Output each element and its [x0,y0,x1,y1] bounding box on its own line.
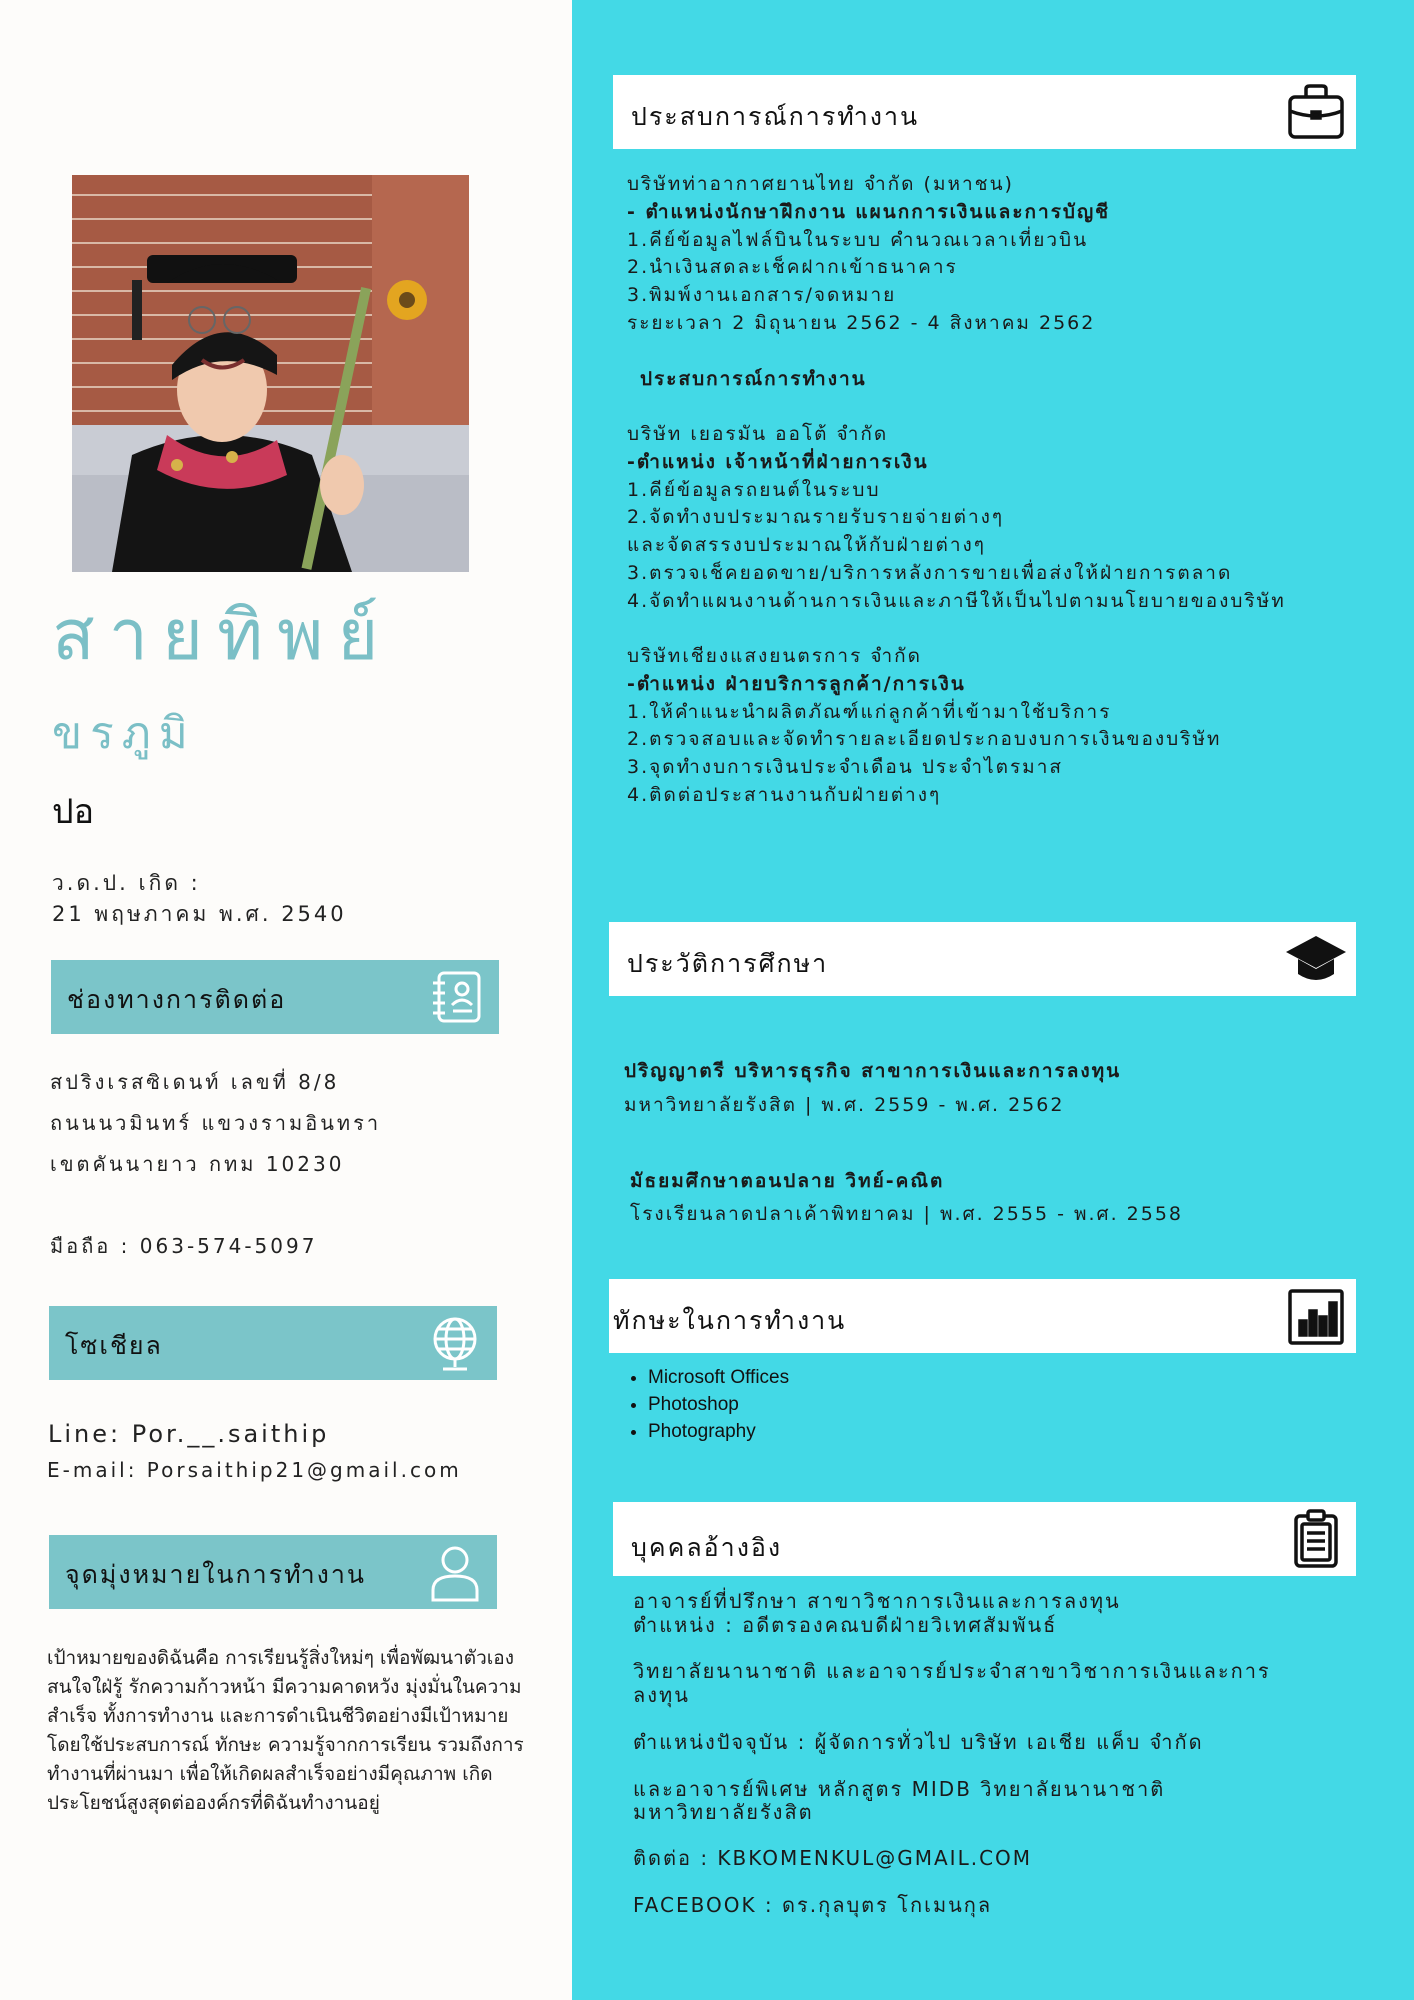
ref-line-6: และอาจารย์พิเศษ หลักสูตร MIDB วิทยาลัยนานาชาติ [633,1777,1166,1801]
job2-duty-5: 4.จัดทำแผนงานด้านการเงินและภาษีให้เป็นไปตามนโยบายของบริษัท [627,589,1286,612]
job3-block [627,643,1221,810]
job2-block [627,421,1286,616]
job3-company: บริษัทเชียงแสงยนตรการ จำกัด [627,645,922,667]
address-line-2: ถนนนวมินทร์ แขวงรามอินทรา [50,1111,382,1135]
job1-block [627,171,1110,338]
ref-line-4: ลงทุน [633,1683,690,1707]
goal-header [49,1535,497,1609]
ref-line-5: ตำแหน่งปัจจุบัน : ผู้จัดการทั่วไป บริษัท เอเชีย แค็บ จำกัด [633,1730,1204,1754]
job2-duty-4: 3.ตรวจเช็คยอดขาย/บริการหลังการขายเพื่อส่งให้ฝ่ายการตลาด [627,561,1233,584]
skill-item: • Photography [648,1418,789,1445]
dob-value: 21 พฤษภาคม พ.ศ. 2540 [52,902,347,926]
job3-duty-4: 4.ติดต่อประสานงานกับฝ่ายต่างๆ [627,783,942,806]
clipboard-icon [1284,1508,1348,1570]
contact-heading: ช่องทางการติดต่อ [67,985,287,1014]
degree-highschool: มัธยมศึกษาตอนปลาย วิทย์-คณิต [630,1170,945,1192]
last-name: ขรภูมิ [52,708,196,759]
address-book-icon [425,965,489,1029]
school-highschool: โรงเรียนลาดปลาเค้าพิทยาคม | พ.ศ. 2555 - พ.ศ. 2558 [630,1203,1184,1225]
experience-heading: ประสบการณ์การทำงาน [631,102,920,131]
bar-chart-icon [1284,1285,1348,1347]
job1-duty-1: 1.คีย์ข้อมูลไฟล์บินในระบบ คำนวณเวลาเที่ยวบิน [627,228,1089,251]
line-id: Line: Por.__.saithip [48,1420,330,1448]
ref-line-7: มหาวิทยาลัยรังสิต [633,1800,814,1824]
education-header [609,922,1356,996]
reference-header [613,1502,1356,1576]
job3-duty-1: 1.ให้คำแนะนำผลิตภัณฑ์แก่ลูกค้าที่เข้ามาใช้บริการ [627,700,1112,723]
job3-position: -ตำแหน่ง ฝ่ายบริการลูกค้า/การเงิน [627,672,966,695]
skills-heading: ทักษะในการทำงาน [613,1306,847,1335]
briefcase-icon [1284,81,1348,143]
social-heading: โซเชียล [65,1331,163,1360]
skill-item: • Photoshop [648,1391,789,1418]
ref-contact-email: ติดต่อ : KBKOMENKUL@GMAIL.COM [633,1846,1033,1870]
education-heading: ประวัติการศึกษา [627,949,829,978]
reference-heading: บุคคลอ้างอิง [631,1533,783,1562]
job3-duty-2: 2.ตรวจสอบและจัดทำรายละเอียดประกอบงบการเงินของบริษัท [627,728,1222,751]
goal-text: เป้าหมายของดิฉันคือ การเรียนรู้สิ่งใหม่ๆ เพื่อพัฒนาตัวเอง สนใจใฝ่รู้ รักความก้าวหน้า มีความคาดหวัง มุ่งมั่นในความสำเร็จ ทั้งการทำงาน และการดำเนินชีวิตอย่างมีเป้าหมายโดยใช้ประสบการณ์ ทักษะ ความรู้จากการเรียน รวมถึงการทำงานที่ผ่านมา เพื่อให้เกิดผลสำเร็จอย่างมีคุณภาพ เกิดประโยชน์สูงสุดต่อองค์กรที่ดิฉันทำงานอยู่ [47,1647,524,1814]
job2-company: บริษัท เยอรมัน ออโต้ จำกัด [627,423,889,445]
user-icon [423,1540,487,1604]
job1-duty-3: 3.พิมพ์งานเอกสาร/จดหมาย [627,284,897,307]
globe-icon [423,1311,487,1375]
experience-subheading: ประสบการณ์การทำงาน [640,368,867,390]
profile-photo [72,175,469,572]
experience-header [613,75,1356,149]
job2-duty-2: 2.จัดทำงบประมาณรายรับรายจ่ายต่างๆ [627,506,1005,529]
job3-duty-3: 3.จุดทำงบการเงินประจำเดือน ประจำไตรมาส [627,756,1063,779]
skills-list [618,1364,789,1445]
graduation-cap-icon [1284,928,1348,990]
address-line-1: สปริงเรสซิเดนท์ เลขที่ 8/8 [50,1070,340,1094]
job1-company: บริษัทท่าอากาศยานไทย จำกัด (มหาชน) [627,173,1014,195]
address-line-3: เขตคันนายาว กทม 10230 [50,1152,345,1176]
school-bachelor: มหาวิทยาลัยรังสิต | พ.ศ. 2559 - พ.ศ. 2562 [624,1094,1065,1116]
job1-duty-2: 2.นำเงินสดละเช็คฝากเข้าธนาคาร [627,256,958,279]
job2-duty-1: 1.คีย์ข้อมูลรถยนต์ในระบบ [627,478,881,501]
contact-header [51,960,499,1034]
job1-period: ระยะเวลา 2 มิถุนายน 2562 - 4 สิงหาคม 2562 [627,311,1096,334]
dob-label: ว.ด.ป. เกิด : [52,871,201,895]
ref-line-3: วิทยาลัยนานาชาติ และอาจารย์ประจำสาขาวิชาการเงินและการ [633,1659,1271,1683]
job1-position: - ตำแหน่งนักษาฝึกงาน แผนกการเงินและการบัญชี [627,200,1111,223]
nickname: ปอ [52,792,95,832]
skills-header [609,1279,1356,1353]
date-of-birth [52,868,347,930]
ref-line-1: อาจารย์ที่ปรึกษา สาขาวิชาการเงินและการลงทุน [633,1589,1121,1613]
job2-duty-3: และจัดสรรงบประมาณให้กับฝ่ายต่างๆ [627,534,986,557]
ref-line-2: ตำแหน่ง : อดีตรองคณบดีฝ่ายวิเทศสัมพันธ์ [633,1613,1058,1637]
first-name: สายทิพย์ [52,594,393,676]
mobile-number: มือถือ : 063-574-5097 [50,1234,318,1258]
goal-heading: จุดมุ่งหมายในการทำงาน [65,1560,366,1589]
degree-bachelor: ปริญญาตรี บริหารธุรกิจ สาขาการเงินและการลงทุน [624,1060,1122,1082]
skill-item: • Microsoft Offices [648,1364,789,1391]
ref-facebook: FACEBOOK : ดร.กุลบุตร โกเมนกุล [633,1893,993,1917]
job2-position: -ตำแหน่ง เจ้าหน้าที่ฝ่ายการเงิน [627,450,929,473]
social-header [49,1306,497,1380]
email-address: E-mail: Porsaithip21@gmail.com [47,1458,462,1482]
